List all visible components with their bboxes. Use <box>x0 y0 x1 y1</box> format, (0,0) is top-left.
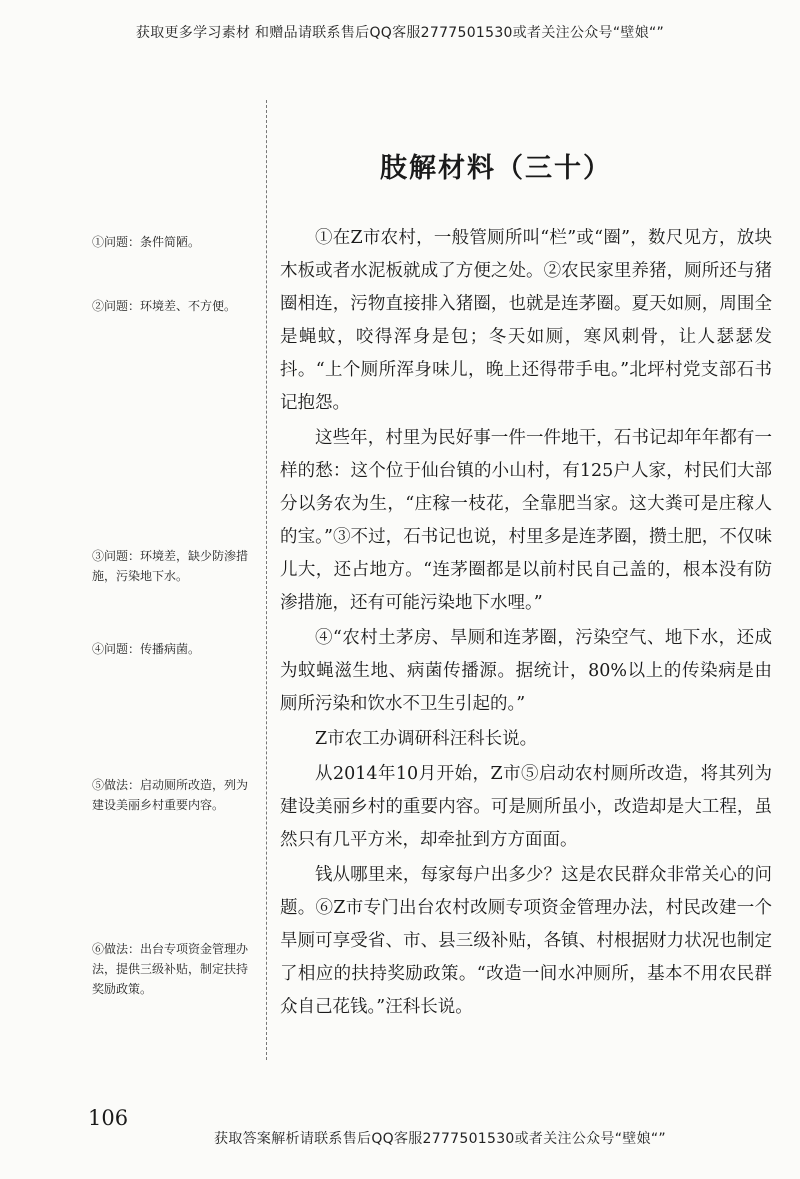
margin-note: ③问题：环境差，缺少防渗措施，污染地下水。 <box>92 549 249 583</box>
body-text <box>280 222 772 1026</box>
margin-divider <box>266 100 267 1060</box>
paragraph: 钱从哪里来，每家每户出多少？这是农民群众非常关心的问题。⑥Z市专门出台农村改厕专项资金管理办法，村民改建一个旱厕可享受省、市、县三级补贴，各镇、村根据财力状况也制定了相应的扶持奖励政策。“改造一间水冲厕所，基本不用农民群众自己花钱。”汪科长说。 <box>280 865 772 1017</box>
paragraph: ①在Z市农村，一般管厕所叫“栏”或“圈”，数尺见方，放块木板或者水泥板就成了方便之处。②农民家里养猪，厕所还与猪圈相连，污物直接排入猪圈，也就是连茅圈。夏天如厕，周围全是蝇蚊，咬得浑身是包；冬天如厕，寒风刺骨，让人瑟瑟发抖。“上个厕所浑身味儿，晚上还得带手电。”北坪村党支部石书记抱怨。 <box>280 228 772 413</box>
paragraph: 从2014年10月开始，Z市⑤启动农村厕所改造，将其列为建设美丽乡村的重要内容。可是厕所虽小，改造却是大工程，虽然只有几平方米，却牵扯到方方面面。 <box>280 764 772 850</box>
margin-note: ②问题：环境差、不方便。 <box>92 299 237 313</box>
paragraph: Z市农工办调研科汪科长说。 <box>315 729 538 749</box>
margin-note: ④问题：传播病菌。 <box>92 642 201 656</box>
header-banner: 获取更多学习素材 和赠品请联系售后QQ客服2777501530或者关注公众号“壁娘“” <box>135 25 665 41</box>
paragraph: 这些年，村里为民好事一件一件地干，石书记却年年都有一样的愁：这个位于仙台镇的小山村，有125户人家，村民们大部分以务农为生，“庄稼一枝花，全靠肥当家。这大粪可是庄稼人的宝。”③不过，石书记也说，村里多是连茅圈，攒土肥，不仅味儿大，还占地方。“连茅圈都是以前村民自己盖的，根本没有防渗措施，还有可能污染地下水哩。” <box>280 428 772 613</box>
footer-banner: 获取答案解析请联系售后QQ客服2777501530或者关注公众号“壁娘“” <box>214 1131 666 1147</box>
margin-note: ⑤做法：启动厕所改造，列为建设美丽乡村重要内容。 <box>92 778 249 812</box>
margin-note: ⑥做法：出台专项资金管理办法，提供三级补贴，制定扶持奖励政策。 <box>92 942 249 996</box>
margin-note: ①问题：条件简陋。 <box>92 235 201 249</box>
page-number: 106 <box>88 1106 129 1130</box>
page-title: 肢解材料（三十） <box>380 153 612 184</box>
paragraph: ④“农村土茅房、旱厕和连茅圈，污染空气、地下水，还成为蚊蝇滋生地、病菌传播源。据统计，80%以上的传染病是由厕所污染和饮水不卫生引起的。” <box>280 628 772 714</box>
